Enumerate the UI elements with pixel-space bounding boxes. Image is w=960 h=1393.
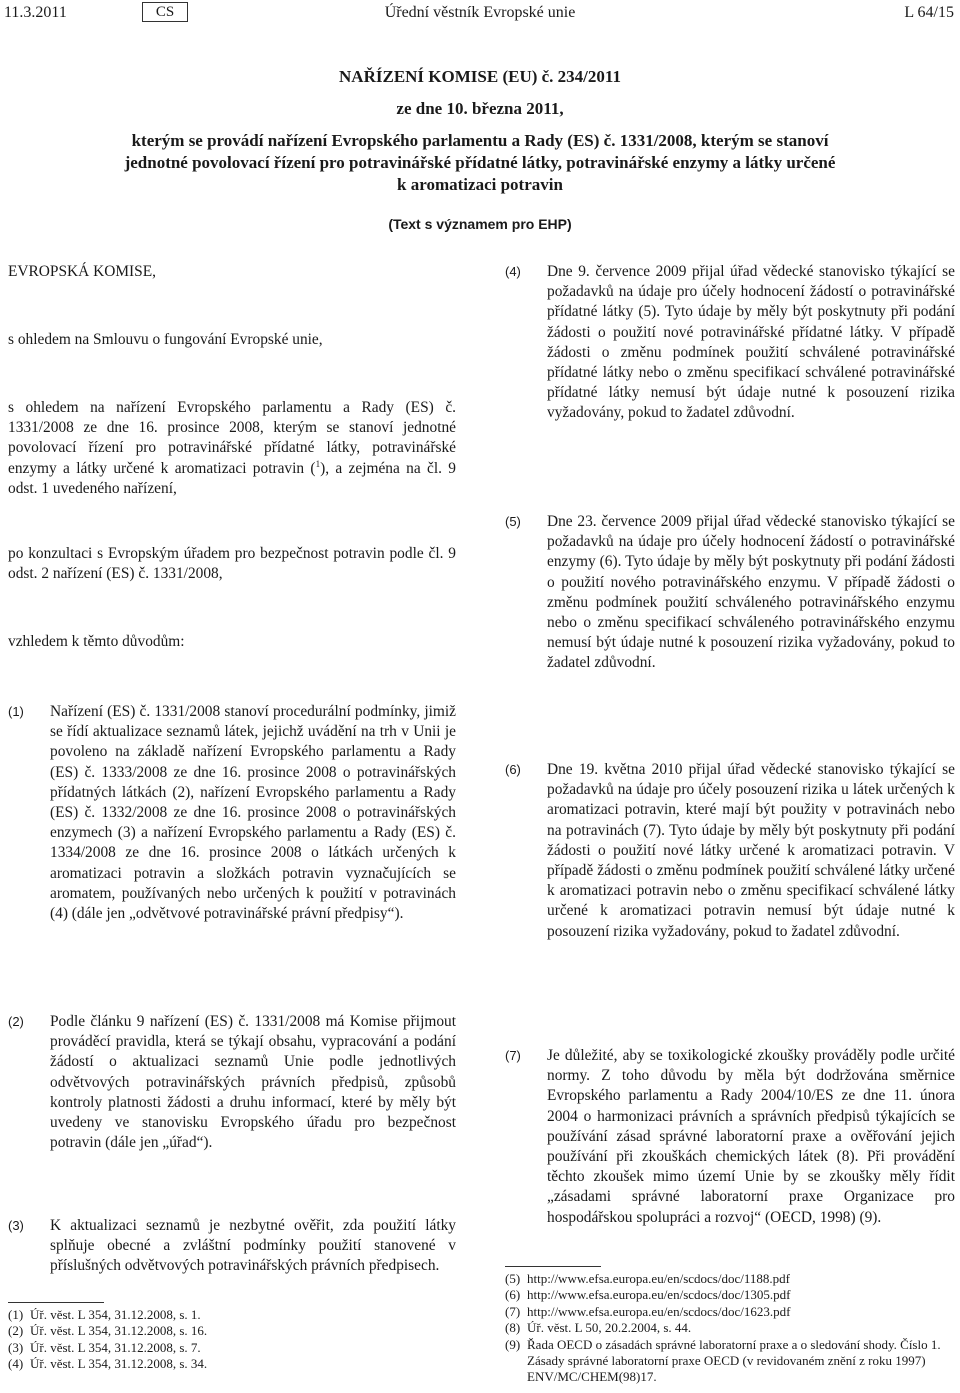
footnote-separator-right — [505, 1266, 601, 1267]
journal-title: Úřední věstník Evropské unie — [384, 4, 576, 21]
footnote-text: Řada OECD o zásadách správné laboratorní praxe a o sledování shody. Číslo 1. Zásady správné laboratorní praxe OECD (v revidovaném znění z roku 1997) ENV/MC/CHEM(98)17. — [527, 1336, 941, 1385]
language-badge: CS — [142, 2, 188, 22]
footnote-number: (2) — [8, 1323, 24, 1339]
footnote-number: (6) — [505, 1287, 521, 1303]
footnote-9 — [505, 1337, 955, 1386]
recital-6 — [505, 760, 955, 942]
footnote-link[interactable]: http://www.efsa.europa.eu/en/scdocs/doc/1305.pdf — [527, 1287, 791, 1303]
preamble-whereas: vzhledem k těmto důvodům: — [8, 633, 185, 650]
recital-number: (2) — [8, 1014, 24, 1029]
recital-text: K aktualizaci seznamů je nezbytné ověřit, zda použití látky splňuje obecné a zvláštní podmínky použití stanovené v příslušných odvětvových potravinářských právních předpisech. — [50, 1217, 456, 1275]
footnote-7 — [505, 1304, 955, 1320]
regulation-subject-line-1: kterým se provádí nařízení Evropského parlamentu a Rady (ES) č. 1331/2008, kterým se stanoví — [131, 131, 829, 150]
footnote-number: (8) — [505, 1320, 521, 1336]
publication-date: 11.3.2011 — [4, 4, 67, 21]
regulation-subject-line-3: k aromatizaci potravin — [397, 175, 563, 194]
preamble-consultation: po konzultaci s Evropským úřadem pro bezpečnost potravin podle čl. 9 odst. 2 nařízení (ES) č. 1331/2008, — [8, 545, 456, 583]
right-column — [505, 262, 955, 1262]
recital-number: (7) — [505, 1048, 521, 1063]
recital-number: (1) — [8, 704, 24, 719]
recital-number: (6) — [505, 762, 521, 777]
preamble-regulation-reference — [8, 398, 456, 499]
recital-4 — [505, 262, 955, 424]
recital-text: Dne 23. července 2009 přijal úřad vědecké stanovisko týkající se požadavků na údaje pro účely hodnocení žádostí o potravinářské enzymy (6). Tyto údaje by měly být poskytnuty při podání žádosti o použití nového potravinářského enzymu. V případě žádosti o změnu podmínek použití schváleného potravinářského enzymu nebo o změnu specifikací schváleného potravinářského enzymu nemusí být údaje nutné k posouzení rizika vyžadovány, pokud to žadatel zdůvodní. — [547, 513, 955, 672]
footnote-1 — [8, 1307, 456, 1323]
footnote-5 — [505, 1271, 955, 1287]
footnotes-right — [505, 1271, 955, 1386]
left-column — [8, 262, 456, 1393]
recital-1 — [8, 702, 456, 924]
recital-text: Je důležité, aby se toxikologické zkoušky prováděly podle určité normy. Z toho důvodu by měla být dodržována směrnice Evropského parlamentu a Rady 2004/10/ES ze dne 11. února 2004 o harmonizaci právních a správních předpisů týkajících se používání zásad správné laboratorní praxe a ověřování jejich používání při zkouškách chemických látek (8). Při provádění těchto zkoušek mimo území Unie by se zkoušky měly řídit „zásadami správné laboratorní praxe Organizace pro hospodářskou spolupráci a rozvoj“ (OECD, 1998) (9). — [547, 1047, 955, 1226]
regulation-number: NAŘÍZENÍ KOMISE (EU) č. 234/2011 — [339, 67, 621, 86]
footnote-link[interactable]: http://www.efsa.europa.eu/en/scdocs/doc/1623.pdf — [527, 1303, 791, 1319]
recital-5 — [505, 512, 955, 674]
footnote-8 — [505, 1320, 955, 1336]
recital-text: Podle článku 9 nařízení (ES) č. 1331/2008 má Komise přijmout prováděcí pravidla, která se týkají obsahu, vypracování a podání žádostí o aktualizaci seznamů Unie podle jednotlivých odvětvových potravinářských právních předpisů, způsobů kontroly platnosti žádosti a druhu informací, které by měly být uvedeny ve stanovisku Evropského úřadu pro bezpečnost potravin (dále jen „úřad“). — [50, 1013, 456, 1152]
regulation-title-block — [60, 66, 900, 235]
footnote-number: (7) — [505, 1303, 521, 1319]
recital-number: (3) — [8, 1218, 24, 1233]
regulation-subject-line-2: jednotné povolovací řízení pro potravinářské přídatné látky, potravinářské enzymy a látky určené — [124, 153, 836, 172]
preamble-commission: EVROPSKÁ KOMISE, — [8, 263, 156, 280]
recital-text: Dne 9. července 2009 přijal úřad vědecké stanovisko týkající se požadavků na údaje pro účely hodnocení žádostí o potravinářské přídatné látky (5). Tyto údaje by měly být poskytnuty při podání žádosti o použití nové potravinářské přídatné látky. V případě žádosti o změnu podmínek použití schválené potravinářské přídatné látky nebo o změnu specifikací schválené potravinářské přídatné látky nemusí být údaje nutné k posouzení rizika vyžadovány, pokud to žadatel zdůvodní. — [547, 263, 955, 422]
preamble-regulation-text-a: s ohledem na nařízení Evropského parlamentu a Rady (ES) č. 1331/2008 ze dne 16. prosince 2008, kterým se stanoví jednotné povolovací řízení pro potravinářské přídatné látky, potravinářské enzymy a látky určené k aromatizaci potravin ( — [8, 399, 456, 477]
recital-text: Dne 19. května 2010 přijal úřad vědecké stanovisko týkající se požadavků na údaje pro účely posouzení rizika u látek určených k aromatizaci potravin, které mají být použity v potravinách nebo na potravinách (7). Tyto údaje by měly být poskytnuty při podání žádosti o použití nové látky určené k aromatizaci potravin. V případě žádosti o změnu podmínek použití schválené látky určené k aromatizaci potravin nebo o změnu specifikací schválené látky určené k aromatizaci potravin nemusí být údaje nutné k posouzení rizika vyžadovány, pokud to žadatel zdůvodní. — [547, 761, 955, 940]
page-header — [0, 0, 960, 34]
footnote-2 — [8, 1323, 456, 1339]
regulation-date: ze dne 10. března 2011, — [396, 99, 564, 118]
footnote-3 — [8, 1340, 456, 1356]
footnote-text: Úř. věst. L 354, 31.12.2008, s. 1. — [30, 1307, 201, 1322]
footnote-text: Úř. věst. L 354, 31.12.2008, s. 34. — [30, 1356, 208, 1372]
footnotes-left — [8, 1307, 456, 1373]
footnote-number: (4) — [8, 1356, 24, 1372]
preamble-regulation-text-b: ), a zejména na čl. 9 odst. 1 uvedeného nařízení, — [8, 459, 456, 497]
page-reference: L 64/15 — [904, 4, 954, 21]
eea-relevance: (Text s významem pro EHP) — [388, 216, 572, 232]
footnote-separator-left — [8, 1302, 104, 1303]
footnote-text: Úř. věst. L 354, 31.12.2008, s. 7. — [30, 1339, 201, 1355]
preamble-treaty: s ohledem na Smlouvu o fungování Evropské unie, — [8, 331, 323, 348]
footnote-ref-1: 1 — [315, 458, 321, 469]
recital-2 — [8, 1012, 456, 1153]
footnote-link[interactable]: http://www.efsa.europa.eu/en/scdocs/doc/1188.pdf — [527, 1271, 790, 1286]
footnote-4 — [8, 1356, 456, 1372]
footnote-number: (5) — [505, 1271, 521, 1286]
recital-7 — [505, 1046, 955, 1228]
recital-number: (5) — [505, 514, 521, 529]
recital-text: Nařízení (ES) č. 1331/2008 stanoví procedurální podmínky, jimiž se řídí aktualizace seznamů látek, jejichž uvádění na trh v Unii je povoleno na základě nařízení Evropského parlamentu a Rady (ES) č. 1333/2008 ze dne 16. prosince 2008 o potravinářských přídatných látkách (2), nařízení Evropského parlamentu a Rady (ES) č. 1332/2008 ze dne 16. prosince 2008 o potravinářských enzymech (3) a nařízení Evropského parlamentu a Rady (ES) č. 1334/2008 ze dne 16. prosince 2008 o látkách určených k aromatizaci potravin a složkách potravin vyznačujících se aromatem, používaných nebo určených k použití v potravinách (4) (dále jen „odvětvové potravinářské právní předpisy“). — [50, 703, 456, 923]
recital-3 — [8, 1216, 456, 1277]
footnote-text: Úř. věst. L 50, 20.2.2004, s. 44. — [527, 1320, 692, 1336]
footnote-number: (1) — [8, 1307, 24, 1322]
recital-number: (4) — [505, 264, 521, 279]
footnote-number: (9) — [505, 1336, 521, 1352]
footnote-6 — [505, 1287, 955, 1303]
footnote-text: Úř. věst. L 354, 31.12.2008, s. 16. — [30, 1323, 208, 1339]
footnote-number: (3) — [8, 1339, 24, 1355]
